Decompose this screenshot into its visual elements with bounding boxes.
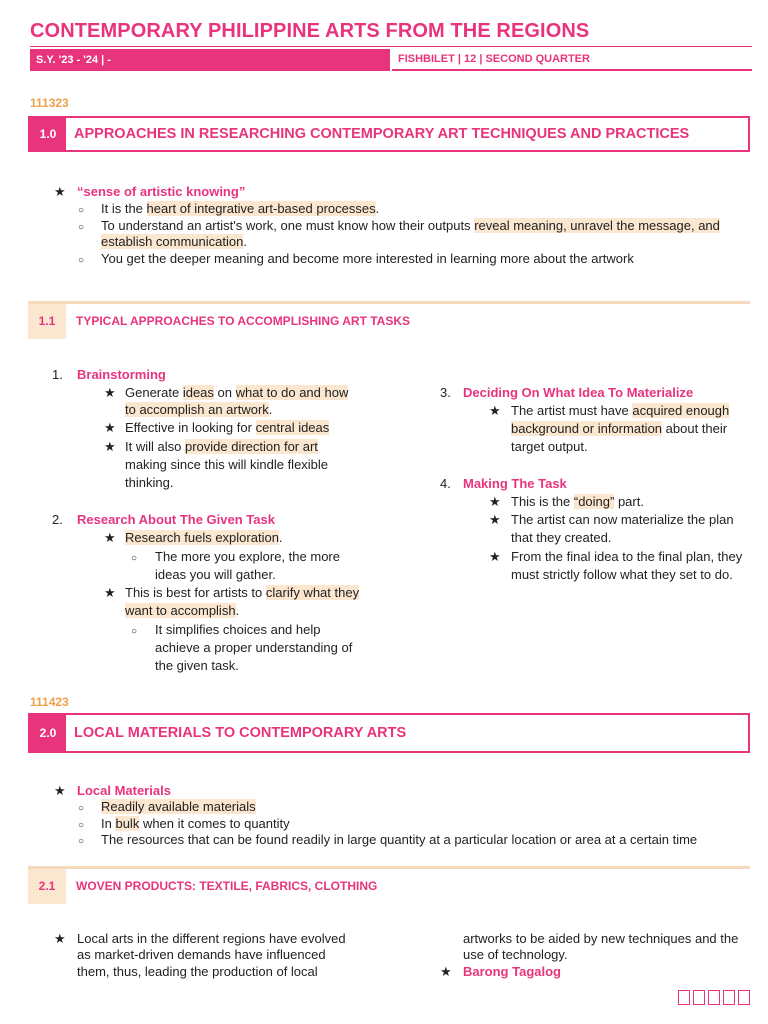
star-bullet-icon	[104, 529, 116, 546]
section-date: 111423	[30, 695, 69, 709]
highlight: to accomplish an artwork	[125, 402, 269, 417]
bullet-text-cont	[101, 233, 247, 250]
text: on	[213, 385, 236, 400]
bullet-text	[101, 798, 256, 815]
bullet-text-cont: that they created.	[511, 530, 612, 545]
star-bullet-icon	[489, 548, 501, 565]
circle-bullet-icon	[78, 250, 84, 269]
highlight: want to accomplish	[125, 603, 236, 618]
subsection-number: 2.1	[28, 869, 66, 904]
glyph-box-icon	[738, 990, 750, 1005]
bullet-text	[511, 402, 729, 419]
bullet-text: The more you explore, the more	[155, 549, 340, 564]
decorative-glyph-boxes	[675, 988, 750, 1005]
bullet-text: You get the deeper meaning and become more interested in learning more about the artwork	[101, 251, 634, 266]
bullet-heading: Barong Tagalog	[463, 964, 561, 979]
bullet-text	[511, 493, 644, 510]
circle-bullet-icon	[131, 621, 137, 640]
bullet-text-cont: thinking.	[125, 475, 174, 490]
text: when it comes to quantity	[139, 816, 290, 831]
highlight: what to do and how	[235, 385, 349, 400]
section-number: 1.0	[30, 118, 66, 150]
bullet-text	[125, 584, 359, 601]
section-date: 111323	[30, 96, 69, 110]
glyph-box-icon	[693, 990, 705, 1005]
star-bullet-icon	[104, 384, 116, 401]
star-bullet-icon	[104, 584, 116, 601]
circle-bullet-icon	[78, 217, 84, 236]
paragraph-cont: use of technology.	[463, 947, 568, 962]
bullet-text-cont: achieve a proper understanding of	[155, 640, 353, 655]
section-heading	[28, 116, 750, 152]
text: To understand an artist's work, one must know how their outputs	[101, 218, 475, 233]
bullet-heading: “sense of artistic knowing”	[77, 184, 246, 199]
star-bullet-icon	[104, 419, 116, 436]
bullet-text: The artist can now materialize the plan	[511, 512, 734, 527]
subsection-title: TYPICAL APPROACHES TO ACCOMPLISHING ART TASKS	[76, 314, 411, 328]
bullet-text	[125, 438, 318, 455]
bullet-text: The resources that can be found readily in large quantity at a particular location or area at a certain time	[101, 832, 698, 847]
star-bullet-icon	[54, 183, 66, 200]
star-bullet-icon	[54, 930, 66, 947]
highlight: “doing”	[573, 494, 615, 509]
highlight: establish communication	[101, 234, 244, 249]
star-bullet-icon	[440, 963, 452, 980]
bullet-text-cont: the given task.	[155, 658, 239, 673]
star-bullet-icon	[489, 511, 501, 528]
text: Generate	[125, 385, 183, 400]
bullet-text-cont	[125, 401, 272, 418]
list-item-title: Research About The Given Task	[77, 512, 275, 527]
bullet-text-cont: as market-driven demands have influenced	[77, 947, 326, 962]
text: This is the	[511, 494, 574, 509]
circle-bullet-icon	[131, 548, 137, 567]
list-item-title: Brainstorming	[77, 367, 166, 382]
highlight: ideas	[182, 385, 214, 400]
highlight: clarify what they	[265, 585, 360, 600]
bullet-text-cont: making since this will kindle flexible	[125, 457, 329, 472]
bullet-text-cont: target output.	[511, 439, 588, 454]
list-item-title: Deciding On What Idea To Materialize	[463, 385, 694, 400]
bullet-text	[125, 529, 283, 546]
header-bar	[30, 49, 752, 71]
text: In	[101, 816, 116, 831]
section-heading	[28, 713, 750, 753]
text: This is best for artists to	[125, 585, 266, 600]
text: about their	[662, 421, 728, 436]
list-number: 3.	[440, 385, 451, 400]
section-number: 2.0	[30, 715, 66, 751]
text: It will also	[125, 439, 185, 454]
star-bullet-icon	[54, 782, 66, 799]
text: .	[278, 530, 283, 545]
list-number: 1.	[52, 367, 63, 382]
bullet-text	[101, 217, 720, 234]
highlight: background or information	[511, 421, 663, 436]
bullet-text	[125, 419, 329, 436]
highlight: central ideas	[255, 420, 330, 435]
list-number: 2.	[52, 512, 63, 527]
highlight: reveal meaning, unravel the message, and	[474, 218, 720, 233]
glyph-box-icon	[708, 990, 720, 1005]
text: part.	[614, 494, 644, 509]
list-number: 4.	[440, 476, 451, 491]
section-title: APPROACHES IN RESEARCHING CONTEMPORARY ART TECHNIQUES AND PRACTICES	[74, 126, 690, 142]
circle-bullet-icon	[78, 831, 84, 850]
highlight: heart of integrative art-based processes	[146, 201, 376, 216]
text: The artist must have	[511, 403, 633, 418]
bullet-text-cont: must strictly follow what they set to do.	[511, 567, 733, 582]
bullet-text-cont: them, thus, leading the production of local	[77, 964, 318, 979]
bullet-text	[125, 384, 348, 401]
list-item-title: Making The Task	[463, 476, 567, 491]
text: Effective in looking for	[125, 420, 256, 435]
page-title: CONTEMPORARY PHILIPPINE ARTS FROM THE REGIONS	[30, 20, 590, 42]
star-bullet-icon	[104, 438, 116, 455]
bullet-text: From the final idea to the final plan, they	[511, 549, 743, 564]
paragraph-cont: artworks to be aided by new techniques and the	[463, 931, 739, 946]
bullet-text-cont: ideas you will gather.	[155, 567, 276, 582]
highlight: acquired enough	[632, 403, 730, 418]
title-divider	[30, 46, 752, 47]
bullet-heading: Local Materials	[77, 783, 171, 798]
text: .	[235, 603, 240, 618]
highlight: bulk	[115, 816, 140, 831]
bullet-text: It simplifies choices and help	[155, 622, 321, 637]
bullet-text	[101, 815, 290, 832]
star-bullet-icon	[489, 402, 501, 419]
bullet-text	[101, 200, 379, 217]
text: .	[268, 402, 273, 417]
subsection-number: 1.1	[28, 304, 66, 339]
highlight: Research fuels exploration	[125, 530, 279, 545]
bullet-text-cont	[125, 602, 239, 619]
highlight: provide direction for art	[184, 439, 318, 454]
glyph-box-icon	[678, 990, 690, 1005]
bullet-text-cont	[511, 420, 727, 437]
subsection-heading	[28, 866, 750, 904]
highlight: Readily available materials	[101, 799, 256, 814]
text: It is the	[101, 201, 147, 216]
subsection-heading	[28, 301, 750, 339]
text: .	[243, 234, 247, 249]
glyph-box-icon	[723, 990, 735, 1005]
author-grade-quarter-label: FISHBILET | 12 | SECOND QUARTER	[392, 49, 752, 71]
text: .	[375, 201, 380, 216]
bullet-text: Local arts in the different regions have evolved	[77, 931, 346, 946]
star-bullet-icon	[489, 493, 501, 510]
subsection-title: WOVEN PRODUCTS: TEXTILE, FABRICS, CLOTHING	[76, 879, 378, 893]
section-title: LOCAL MATERIALS TO CONTEMPORARY ARTS	[74, 725, 407, 741]
school-year-label: S.Y. '23 - '24 | -	[30, 49, 390, 71]
